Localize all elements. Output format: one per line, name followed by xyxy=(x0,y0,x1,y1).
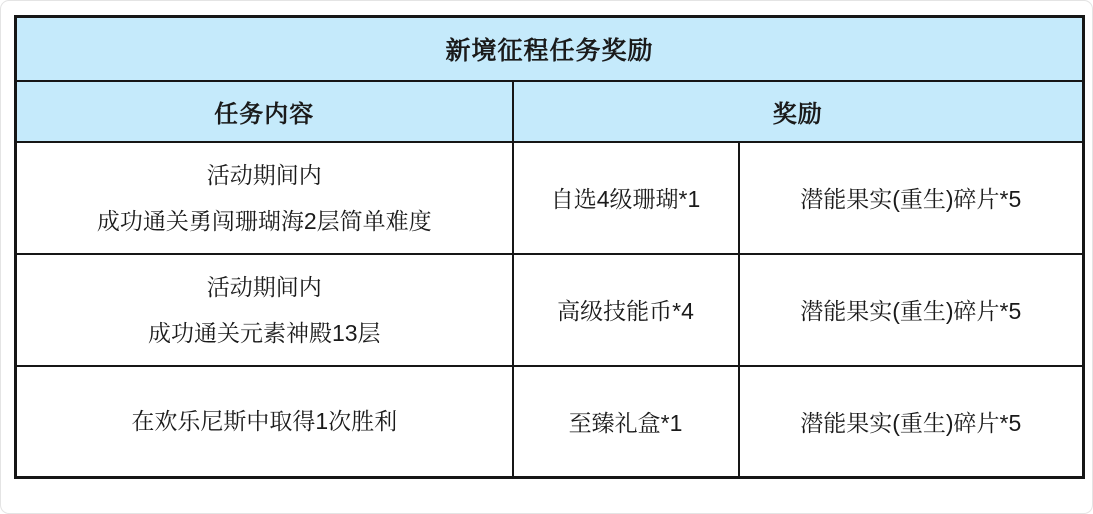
table-row xyxy=(16,366,1084,478)
table-row xyxy=(16,254,1084,366)
table-header-row xyxy=(16,81,1084,142)
reward-fragment-cell: 潜能果实(重生)碎片*5 xyxy=(739,142,1084,254)
reward-fragment-cell: 潜能果实(重生)碎片*5 xyxy=(739,366,1084,478)
reward-item-cell: 自选4级珊瑚*1 xyxy=(513,142,739,254)
reward-item-cell: 至臻礼盒*1 xyxy=(513,366,739,478)
task-line: 成功通关元素神殿13层 xyxy=(147,319,381,346)
task-line: 活动期间内 xyxy=(206,161,322,188)
task-line: 成功通关勇闯珊瑚海2层简单难度 xyxy=(96,207,432,234)
rewards-table xyxy=(14,15,1085,479)
task-cell xyxy=(16,254,513,366)
reward-item-cell: 高级技能币*4 xyxy=(513,254,739,366)
task-line: 活动期间内 xyxy=(206,273,322,300)
reward-fragment-cell: 潜能果实(重生)碎片*5 xyxy=(739,254,1084,366)
column-header-reward: 奖励 xyxy=(513,81,1084,142)
table-row xyxy=(16,142,1084,254)
column-header-task: 任务内容 xyxy=(16,81,513,142)
task-cell xyxy=(16,366,513,478)
table-title: 新境征程任务奖励 xyxy=(16,17,1084,81)
task-cell xyxy=(16,142,513,254)
task-line: 在欢乐尼斯中取得1次胜利 xyxy=(131,408,398,435)
table-title-row xyxy=(16,17,1084,81)
